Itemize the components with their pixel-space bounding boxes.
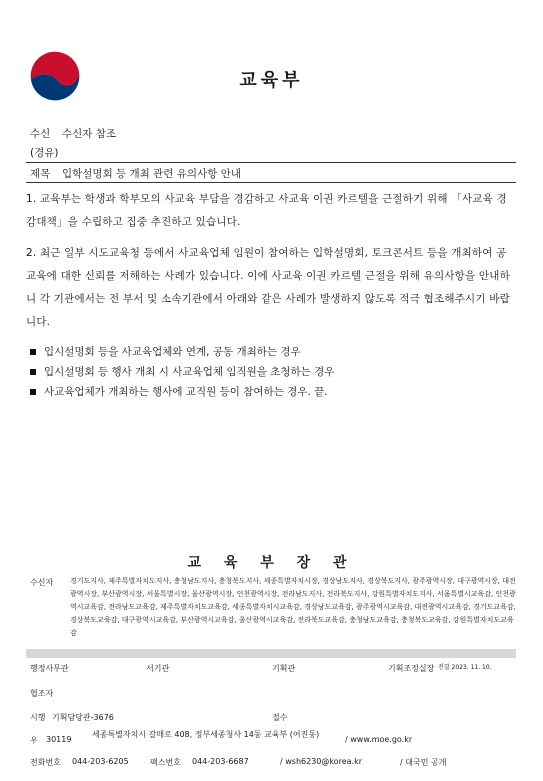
approval-director: 서기관 (146, 664, 170, 673)
org-title: 교육부 (239, 70, 304, 91)
phone-label: 전화번호 (30, 758, 61, 767)
fax-number: 044-203-6687 (192, 757, 249, 766)
zip-label: 우 (30, 736, 38, 745)
square-bullet-icon (30, 369, 36, 375)
recipient-label: 수신 (30, 128, 51, 140)
bullet-text: 입시설명회 등을 사교육업체와 연계, 공동 개최하는 경우 (44, 346, 301, 358)
list-item (30, 384, 328, 399)
bullet-text: 입시설명회 등 행사 개최 시 사교육업체 임직원을 초청하는 경우 (44, 366, 335, 378)
divider-top (26, 162, 516, 163)
divider-subject (26, 182, 516, 183)
list-item (30, 364, 334, 379)
approval-manager: 기획관 (272, 664, 296, 673)
approval-final-date: 전결 2023. 11. 10. (438, 664, 492, 671)
square-bullet-icon (30, 389, 36, 395)
recipients-list: 경기도지사, 제주특별자치도지사, 충청남도지사, 충청북도지사, 세종특별자치시장, 경상남도지사, 경상북도지사, 광주광역시장, 대구광역시장, 대전광역시장, 부산광역시장, 서울특별시장, 울산광역시장, 인천광역시장, 전라남도지사, 전라북도지사, 강원특별자치도지사, 서울특별시교육감, 인천광역시교육감, 전라남도교육감, 제주특별자치도교육감, 세종특별자치시교육감, 경상남도교육감, 광주광역시교육감, 대전광역시교육감, 경기도교육감, 경상북도교육감, 대구광역시교육감, 부산광역시교육감, 울산광역시교육감, 전라북도교육감, 충청남도교육감, 충청북도교육감, 강원특별자치도교육감 (70, 577, 516, 637)
bullet-text: 사교육업체가 개최하는 행사에 교직원 등이 참여하는 경우. 끝. (44, 386, 328, 398)
receipt-label: 접수 (272, 713, 288, 722)
enforcement-label: 시행 (30, 713, 46, 722)
disclosure: / 대국민 공개 (400, 758, 447, 767)
recipient-value: 수신자 참조 (62, 128, 117, 140)
paragraph-2: 2. 최근 일부 시도교육청 등에서 사교육업체 임원이 참여하는 입학설명회, 토크콘서트 등을 개최하여 공교육에 대한 신뢰를 저해하는 사례가 있습니다. 이에 사교육 이권 카르텔 근절을 위해 유의사항을 안내하니 각 기관에서는 전 부서 및 소속기관에서 아래와 같은 사례가 발생하지 않도록 적극 협조해주시기 바랍니다. (26, 247, 510, 328)
paragraph-1: 1. 교육부는 학생과 학부모의 사교육 부담을 경감하고 사교육 이권 카르텔을 근절하기 위해 「사교육 경감대책」을 수립하고 집중 추진하고 있습니다. (26, 193, 507, 228)
approval-bar (26, 649, 516, 658)
subject-value: 입학설명회 등 개최 관련 유의사항 안내 (62, 168, 241, 180)
zip-code: 30119 (46, 735, 72, 744)
list-item (30, 344, 301, 359)
enforcement-value: 기획담당관-3676 (52, 713, 114, 722)
approval-officer: 행정사무관 (30, 664, 69, 673)
recipients-label: 수신자 (30, 578, 54, 587)
address: 세종특별자치시 갈매로 408, 정부세종청사 14동 교육부 (어진동) (92, 730, 320, 739)
website: / www.moe.go.kr (345, 735, 413, 744)
phone-number: 044-203-6205 (72, 757, 129, 766)
via-label: (경유) (30, 147, 59, 159)
square-bullet-icon (30, 349, 36, 355)
minister-signature: 교 육 부 장 관 (187, 555, 356, 571)
email: / wsh6230@korea.kr (280, 757, 363, 766)
cooperator-label: 협조자 (30, 689, 54, 698)
approval-final: 기획조정실장 (388, 664, 435, 673)
fax-label: 팩스번호 (150, 758, 181, 767)
subject-label: 제목 (30, 168, 51, 180)
